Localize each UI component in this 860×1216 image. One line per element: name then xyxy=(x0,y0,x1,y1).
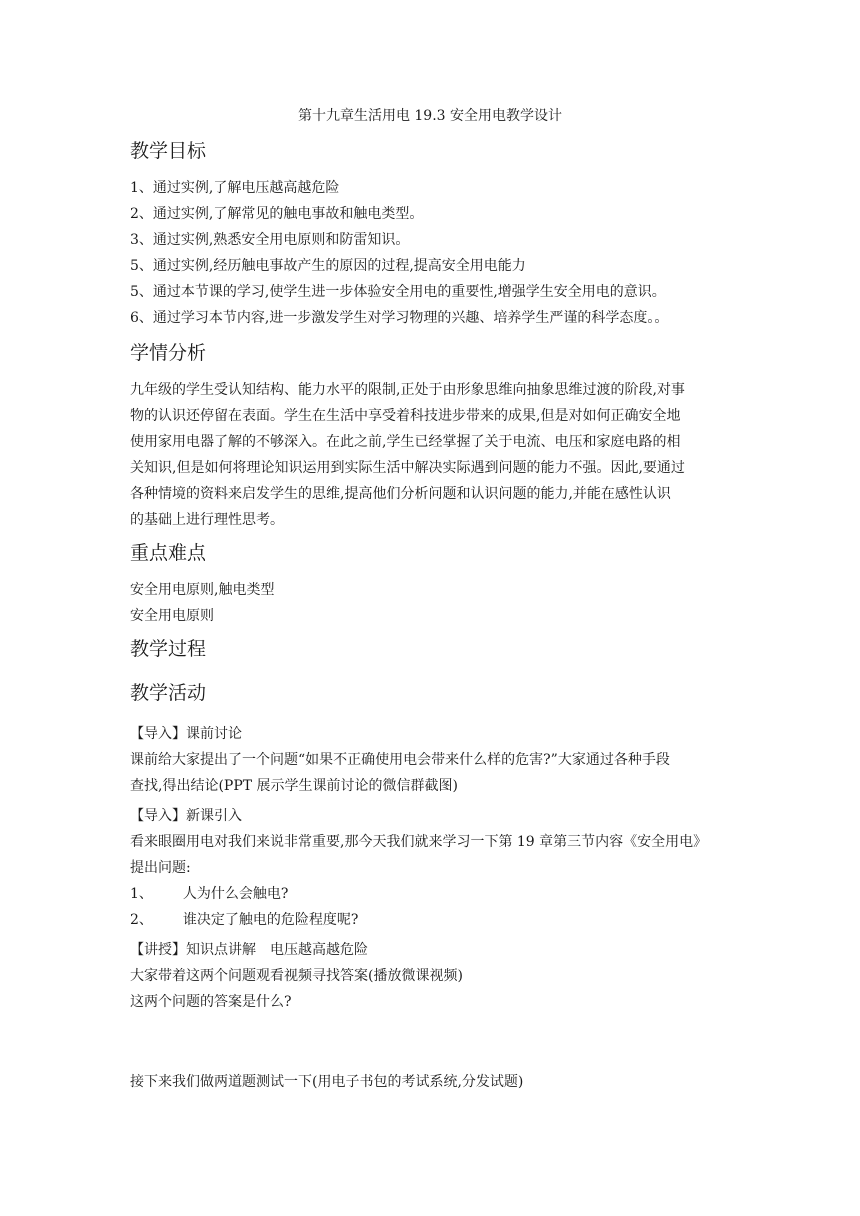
activity-tag-intro1: 【导入】课前讨论 xyxy=(130,726,242,742)
heading-process: 教学过程 xyxy=(130,638,207,660)
activity-line: 看来眼圈用电对我们来说非常重要,那今天我们就来学习一下第 19 章第三节内容《安全用电》 xyxy=(130,834,708,850)
question-number: 2、 xyxy=(130,912,153,928)
question-text: 人为什么会触电? xyxy=(182,886,289,902)
goal-item: 5、通过本节课的学习,使学生进一步体验安全用电的重要性,增强学生安全用电的意识。 xyxy=(130,284,666,300)
goal-item: 3、通过实例,熟悉安全用电原则和防雷知识。 xyxy=(130,232,410,248)
analysis-line: 使用家用电器了解的不够深入。在此之前,学生已经掌握了关于电流、电压和家庭电路的相 xyxy=(130,434,681,450)
heading-goals: 教学目标 xyxy=(130,140,207,162)
goal-item: 1、通过实例,了解电压越高越危险 xyxy=(130,180,340,196)
goal-item: 5、通过实例,经历触电事故产生的原因的过程,提高安全用电能力 xyxy=(130,258,526,274)
analysis-line: 关知识,但是如何将理论知识运用到实际生活中解决实际遇到问题的能力不强。因此,要通过 xyxy=(130,460,685,476)
question-number: 1、 xyxy=(130,886,153,902)
activity-line: 提出问题: xyxy=(130,860,191,876)
analysis-line: 的基础上进行理性思考。 xyxy=(130,512,284,528)
activity-tag-lecture: 【讲授】知识点讲解 电压越高越危险 xyxy=(130,942,368,958)
analysis-line: 各种情境的资料来启发学生的思维,提高他们分析问题和认识问题的能力,并能在感性认识 xyxy=(130,486,671,502)
activity-tag-intro2: 【导入】新课引入 xyxy=(130,808,242,824)
heading-activities: 教学活动 xyxy=(130,682,207,704)
analysis-line: 九年级的学生受认知结构、能力水平的限制,正处于由形象思维向抽象思维过渡的阶段,对事 xyxy=(130,382,685,398)
activity-line: 这两个问题的答案是什么? xyxy=(130,994,292,1010)
analysis-line: 物的认识还停留在表面。学生在生活中享受着科技进步带来的成果,但是对如何正确安全地 xyxy=(130,408,681,424)
activity-line: 大家带着这两个问题观看视频寻找答案(播放微课视频) xyxy=(130,968,463,984)
heading-keypoints: 重点难点 xyxy=(130,542,207,564)
heading-analysis: 学情分析 xyxy=(130,342,207,364)
question-item xyxy=(130,910,358,930)
goal-item: 6、通过学习本节内容,进一步激发学生对学习物理的兴趣、培养学生严谨的科学态度。。 xyxy=(130,310,669,326)
keypoint-item: 安全用电原则,触电类型 xyxy=(130,582,275,598)
question-text: 谁决定了触电的危险程度呢? xyxy=(182,912,359,928)
document-title: 第十九章生活用电 19.3 安全用电教学设计 xyxy=(297,108,563,124)
keypoint-item: 安全用电原则 xyxy=(130,608,214,624)
goal-item: 2、通过实例,了解常见的触电事故和触电类型。 xyxy=(130,206,424,222)
activity-line: 查找,得出结论(PPT 展示学生课前讨论的微信群截图) xyxy=(130,778,459,794)
activity-line: 课前给大家提出了一个问题“如果不正确使用电会带来什么样的危害?”大家通过各种手段 xyxy=(130,752,670,768)
activity-line-test: 接下来我们做两道题测试一下(用电子书包的考试系统,分发试题) xyxy=(130,1074,524,1090)
question-item xyxy=(130,884,288,904)
